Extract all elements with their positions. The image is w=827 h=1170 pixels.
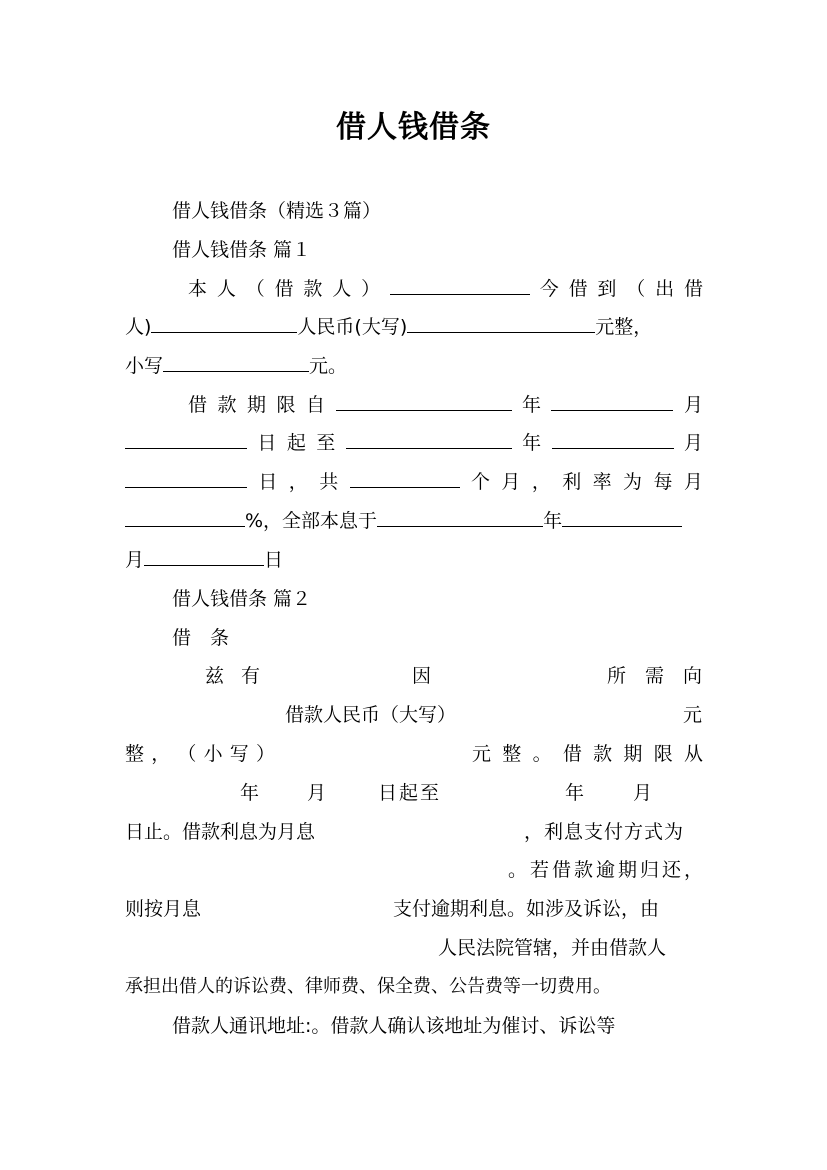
s1-l1-char: 借 (274, 278, 294, 300)
s1-l6-char: ， (531, 471, 551, 493)
s1-l1-char: 出 (655, 278, 675, 300)
s2-p4-word: 月 (633, 782, 653, 804)
blank-underline (125, 430, 247, 449)
s2-p7-text: 则按月息 (125, 898, 202, 920)
s1-l6-char: ， (288, 471, 308, 493)
blank-underline (163, 353, 309, 372)
s1-l4-char: 月 (683, 394, 703, 416)
s2-p10-text: 借款人通讯地址:。借款人确认该地址为催讨、诉讼等 (172, 1015, 616, 1037)
s1-l1-char: 到 (597, 278, 617, 300)
s1-l8-text: 月 (125, 549, 145, 571)
s2-p3-char: ） (255, 743, 275, 765)
s2-p1-word: 因 (412, 665, 432, 687)
blank-underline (346, 430, 512, 449)
s1-l4-char: 款 (217, 394, 237, 416)
blank-underline (552, 430, 674, 449)
s1-l1-char: 人 (216, 278, 236, 300)
s1-l5-char: 至 (316, 432, 336, 454)
s1-l7-text: %，全部本息于 (245, 510, 378, 532)
s2-p3-char: 整 (125, 743, 145, 765)
s2-p5-text: 日止。借款利息为月息 (125, 821, 316, 843)
subtitle: 借人钱借条（精选３篇） (172, 200, 382, 222)
s2-p3-char: ， (151, 743, 171, 765)
s1-l6-char: 为 (623, 471, 643, 493)
s1-l8-text: 日 (264, 549, 284, 571)
s1-l1-char: 借 (568, 278, 588, 300)
s2-p4-word: 年 (565, 782, 585, 804)
blank-underline (407, 314, 595, 333)
blank-underline (125, 469, 247, 488)
s1-line1 (188, 276, 703, 302)
s1-l7-text: 年 (543, 510, 563, 532)
s1-l1-char: 今 (539, 278, 559, 300)
s1-l1-char: 本 (188, 278, 208, 300)
document-title: 借人钱借条 (336, 110, 491, 145)
s1-l5-char: 月 (683, 432, 703, 454)
s2-p3-char: 元 (472, 743, 492, 765)
s1-l6-char: 个 (471, 471, 491, 493)
s1-l2-text: 元整， (595, 316, 653, 338)
s2-p3-char: 写 (229, 743, 249, 765)
s1-l5-char: 日 (257, 432, 277, 454)
s1-line8 (125, 547, 703, 573)
blank-underline (390, 276, 530, 295)
s2-p1-word: 所 (607, 665, 627, 687)
s2-p2-text: 借款人民币（大写） (285, 704, 457, 726)
section1-heading: 借人钱借条 篇１ (172, 239, 312, 261)
s2-p9-text: 承担出借人的诉讼费、律师费、保全费、公告费等一切费用。 (125, 976, 611, 997)
blank-underline (551, 392, 673, 411)
s2-p1-word: 兹 (205, 665, 225, 687)
s1-line6 (125, 469, 703, 495)
s2-p3-char: 借 (562, 743, 582, 765)
s1-l5-char: 年 (522, 432, 542, 454)
blank-underline (562, 508, 682, 527)
s2-p2-text: 元 (683, 704, 703, 726)
s2-p3-left (125, 741, 275, 767)
s1-l1-char: （ (245, 278, 265, 300)
s1-l2-text: 人民币(大写) (297, 316, 408, 338)
s1-line7 (125, 508, 703, 534)
s2-p4-word: 月 (307, 782, 327, 804)
s1-l1-char: 款 (303, 278, 323, 300)
s1-line3 (125, 353, 703, 379)
s2-p6-text: 。若借款逾期归还， (508, 859, 707, 881)
s2-p3-char: 从 (683, 743, 703, 765)
s1-l6-char: 月 (501, 471, 521, 493)
s2-p1-word: 需 (645, 665, 665, 687)
s2-p3-char: 限 (653, 743, 673, 765)
blank-underline (144, 547, 264, 566)
s1-l4-char: 限 (276, 394, 296, 416)
s2-p4-word: 年 (240, 782, 260, 804)
blank-underline (151, 314, 297, 333)
s2-p8-text: 人民法院管辖，并由借款人 (438, 937, 667, 959)
s2-p3-char: 期 (623, 743, 643, 765)
s1-l1-char: ） (361, 278, 381, 300)
s1-l6-char: 利 (562, 471, 582, 493)
s1-l4-char: 自 (306, 394, 326, 416)
s1-l5-char: 起 (286, 432, 306, 454)
blank-underline (336, 392, 512, 411)
s1-l4-char: 年 (521, 394, 541, 416)
s1-l6-char: 每 (653, 471, 673, 493)
s2-p7-text: 支付逾期利息。如涉及诉讼，由 (393, 898, 660, 920)
s1-l2-text: 人) (125, 316, 152, 338)
s1-l6-char: 月 (683, 471, 703, 493)
blank-underline (350, 469, 460, 488)
jietiao-label: 借 条 (172, 627, 230, 649)
s2-p3-char: 整 (502, 743, 522, 765)
s1-l4-char: 期 (247, 394, 267, 416)
s1-l1-char: 借 (683, 278, 703, 300)
s2-p1-word: 向 (683, 665, 703, 687)
s1-line4 (188, 392, 703, 418)
section2-heading: 借人钱借条 篇２ (172, 588, 312, 610)
s1-l1-char: 人 (332, 278, 352, 300)
s1-l3-text: 元。 (309, 355, 348, 377)
s1-l1-char: （ (626, 278, 646, 300)
s1-line2 (125, 314, 703, 340)
s2-p3-char: 款 (593, 743, 613, 765)
s2-p1-word: 有 (241, 665, 261, 687)
s2-p3-char: 小 (203, 743, 223, 765)
s2-p5-text: ，利息支付方式为 (524, 821, 685, 843)
s1-l6-char: 日 (258, 471, 278, 493)
s2-p3-char: 。 (532, 743, 552, 765)
s2-p3-char: （ (177, 743, 197, 765)
blank-underline (125, 508, 245, 527)
blank-underline (377, 508, 543, 527)
s2-p3-right (472, 741, 703, 767)
s1-l6-char: 共 (319, 471, 339, 493)
s2-p4-word: 日起至 (378, 782, 442, 804)
s1-line5 (125, 430, 703, 456)
s1-l4-char: 借 (188, 394, 208, 416)
s1-l6-char: 率 (592, 471, 612, 493)
s1-l3-text: 小写 (125, 355, 164, 377)
